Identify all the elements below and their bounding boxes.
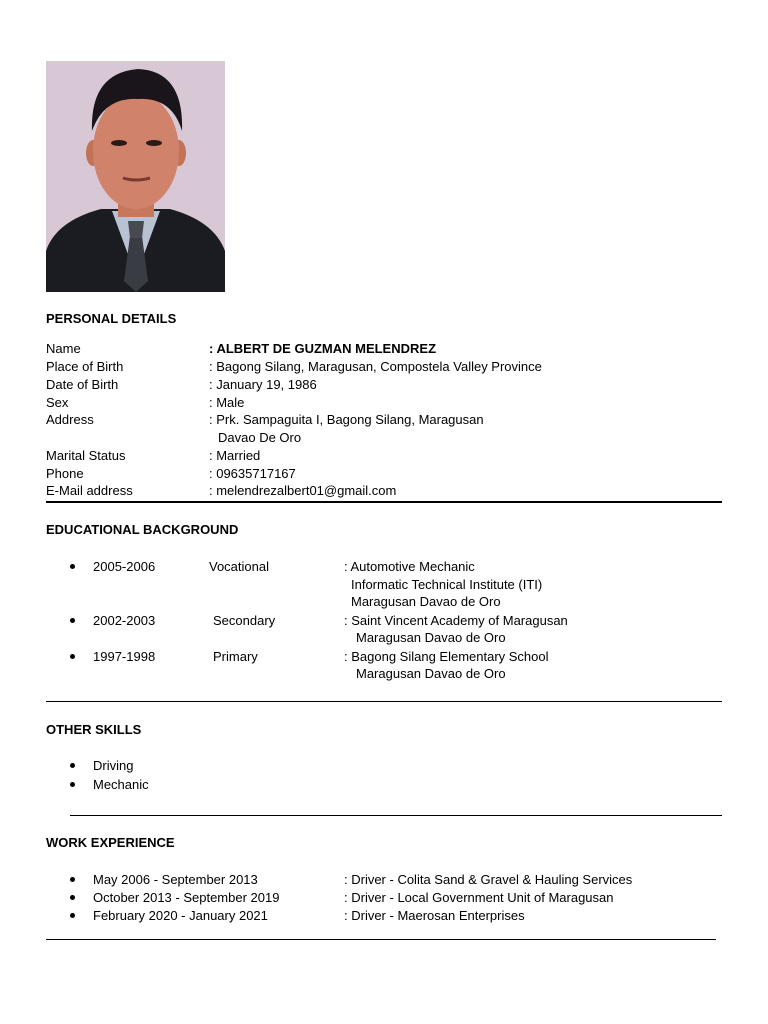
bullet-icon [70, 564, 75, 569]
portrait-image [46, 61, 225, 292]
education-years: 2005-2006 [93, 559, 156, 574]
education-detail: : Saint Vincent Academy of Maragusan [344, 613, 568, 628]
divider-skills [70, 815, 722, 816]
phone-value: : 09635717167 [209, 466, 296, 481]
place-of-birth-value: : Bagong Silang, Maragusan, Compostela Valley Province [209, 359, 542, 374]
work-period: February 2020 - January 2021 [93, 908, 268, 923]
personal-details-heading: PERSONAL DETAILS [46, 311, 177, 326]
bullet-icon [70, 763, 75, 768]
divider-work [46, 939, 716, 940]
education-detail: Informatic Technical Institute (ITI) [351, 577, 543, 592]
skill-item: Mechanic [93, 777, 149, 792]
phone-label: Phone [46, 466, 84, 481]
date-of-birth-label: Date of Birth [46, 377, 119, 392]
education-detail: Maragusan Davao de Oro [356, 666, 506, 681]
date-of-birth-value: : January 19, 1986 [209, 377, 317, 392]
bullet-icon [70, 782, 75, 787]
address-value-line2: Davao De Oro [218, 430, 302, 445]
sex-label: Sex [46, 395, 69, 410]
bullet-icon [70, 618, 75, 623]
divider-personal [46, 501, 722, 503]
education-detail: : Bagong Silang Elementary School [344, 649, 549, 664]
profile-photo [46, 61, 225, 292]
skills-heading: OTHER SKILLS [46, 722, 142, 737]
education-level: Primary [213, 649, 258, 664]
work-heading: WORK EXPERIENCE [46, 835, 175, 850]
work-detail: : Driver - Colita Sand & Gravel & Hauling Services [344, 872, 633, 887]
email-value: : melendrezalbert01@gmail.com [209, 483, 397, 498]
education-years: 1997-1998 [93, 649, 156, 664]
work-detail: : Driver - Maerosan Enterprises [344, 908, 525, 923]
sex-value: : Male [209, 395, 245, 410]
education-detail: : Automotive Mechanic [344, 559, 475, 574]
marital-status-label: Marital Status [46, 448, 126, 463]
work-detail: : Driver - Local Government Unit of Maragusan [344, 890, 614, 905]
name-value: : ALBERT DE GUZMAN MELENDREZ [209, 341, 437, 356]
address-value: : Prk. Sampaguita I, Bagong Silang, Maragusan [209, 412, 484, 427]
bullet-icon [70, 895, 75, 900]
marital-status-value: : Married [209, 448, 261, 463]
place-of-birth-label: Place of Birth [46, 359, 124, 374]
divider-education [46, 701, 722, 702]
bullet-icon [70, 654, 75, 659]
education-years: 2002-2003 [93, 613, 156, 628]
name-label: Name [46, 341, 81, 356]
work-period: October 2013 - September 2019 [93, 890, 280, 905]
skill-item: Driving [93, 758, 134, 773]
education-detail: Maragusan Davao de Oro [351, 594, 501, 609]
address-label: Address [46, 412, 94, 427]
work-period: May 2006 - September 2013 [93, 872, 258, 887]
bullet-icon [70, 913, 75, 918]
education-level: Vocational [209, 559, 269, 574]
education-detail: Maragusan Davao de Oro [356, 630, 506, 645]
email-label: E-Mail address [46, 483, 133, 498]
bullet-icon [70, 877, 75, 882]
education-level: Secondary [213, 613, 276, 628]
education-heading: EDUCATIONAL BACKGROUND [46, 522, 239, 537]
